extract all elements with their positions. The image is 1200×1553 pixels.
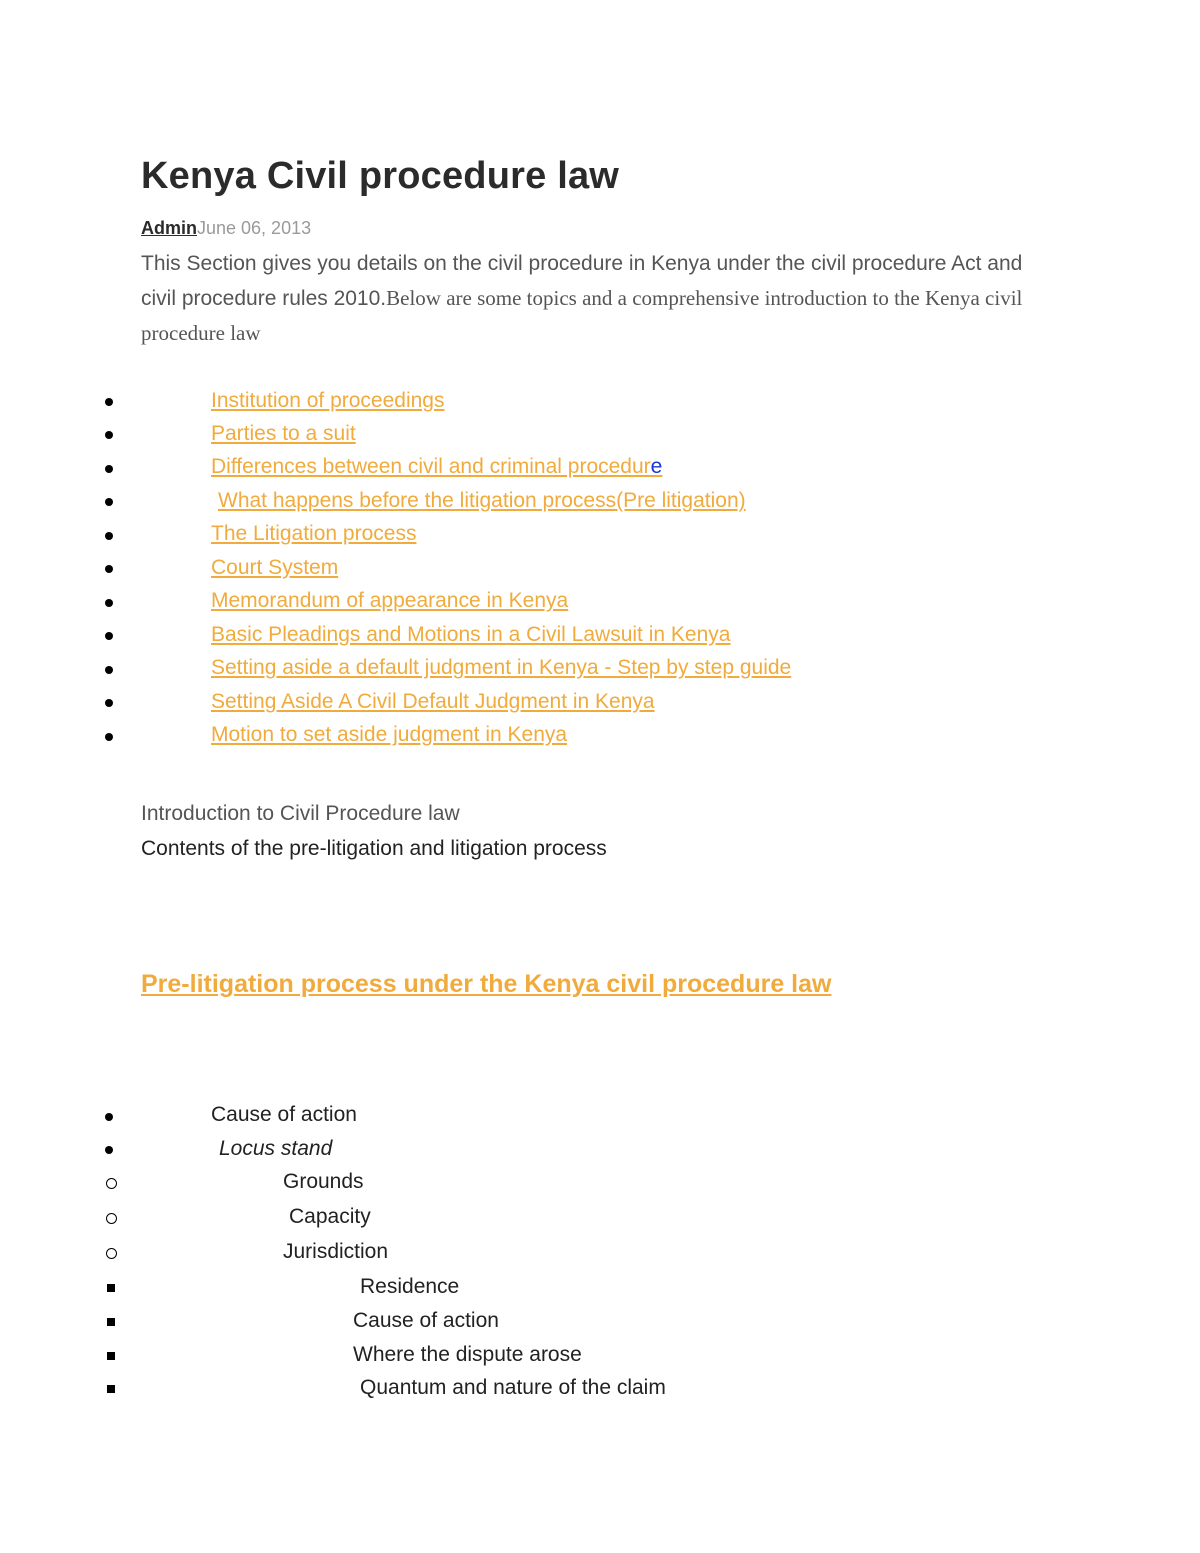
author-link[interactable]: Admin [141, 218, 197, 238]
bullet-disc-icon [105, 632, 113, 640]
toc-link-motion-to-set-aside[interactable]: Motion to set aside judgment in Kenya [211, 723, 568, 746]
post-date: June 06, 2013 [197, 218, 312, 238]
list-item: Quantum and nature of the claim [360, 1376, 666, 1399]
bullet-disc-icon [105, 733, 113, 741]
toc-link-differences-civil-criminal[interactable] [211, 455, 662, 479]
list-item: Cause of action [353, 1309, 499, 1332]
bullet-disc-icon [105, 599, 113, 607]
toc-link-institution-of-proceedings[interactable]: Institution of proceedings [211, 389, 445, 412]
bullet-disc-icon [105, 1113, 113, 1121]
list-item: Jurisdiction [283, 1240, 389, 1263]
list-item: Locus stand [219, 1137, 333, 1160]
toc-link-court-system[interactable]: Court System [211, 556, 339, 579]
toc-link-basic-pleadings[interactable]: Basic Pleadings and Motions in a Civil Lawsuit in Kenya [211, 623, 731, 646]
bullet-disc-icon [105, 532, 113, 540]
list-item: Cause of action [211, 1103, 357, 1126]
bullet-disc-icon [105, 1146, 113, 1154]
list-item: Where the dispute arose [353, 1343, 582, 1366]
intro-paragraph [141, 246, 1061, 351]
bullet-circle-icon [106, 1178, 117, 1189]
list-item: Residence [360, 1275, 460, 1298]
bullet-disc-icon [105, 431, 113, 439]
pre-litigation-heading-link[interactable]: Pre-litigation process under the Kenya civil procedure law [141, 970, 832, 998]
bullet-disc-icon [105, 565, 113, 573]
toc-link-setting-aside-default-guide[interactable]: Setting aside a default judgment in Kenya - Step by step guide [211, 656, 792, 679]
byline [141, 218, 311, 239]
bullet-disc-icon [105, 398, 113, 406]
toc-link-label: Differences between civil and criminal procedur [211, 455, 651, 478]
intro-text-serif: Below are some topics and a comprehensive introduction to the Kenya civil procedure law [141, 286, 1023, 345]
bullet-disc-icon [105, 465, 113, 473]
intro-section-subheading: Contents of the pre-litigation and litigation process [141, 837, 607, 860]
bullet-square-icon [107, 1385, 115, 1393]
list-item: Capacity [289, 1205, 371, 1228]
list-item: Grounds [283, 1170, 364, 1193]
toc-link-litigation-process[interactable]: The Litigation process [211, 522, 417, 545]
toc-link-suffix: e [650, 455, 663, 478]
intro-section-heading: Introduction to Civil Procedure law [141, 802, 460, 825]
bullet-square-icon [107, 1352, 115, 1360]
page-title: Kenya Civil procedure law [141, 155, 620, 197]
bullet-square-icon [107, 1318, 115, 1326]
toc-link-pre-litigation[interactable]: What happens before the litigation process(Pre litigation) [218, 489, 746, 512]
toc-link-setting-aside-civil-default[interactable]: Setting Aside A Civil Default Judgment in Kenya [211, 690, 655, 713]
toc-link-parties-to-a-suit[interactable]: Parties to a suit [211, 422, 356, 445]
bullet-disc-icon [105, 666, 113, 674]
intro-text-sans: This Section gives you details on the civil procedure in Kenya under the civil procedure Act and civil procedure rules 2010. [141, 252, 1023, 310]
toc-link-memorandum-of-appearance[interactable]: Memorandum of appearance in Kenya [211, 589, 569, 612]
bullet-disc-icon [105, 498, 113, 506]
bullet-circle-icon [106, 1213, 117, 1224]
bullet-square-icon [107, 1284, 115, 1292]
bullet-disc-icon [105, 699, 113, 707]
bullet-circle-icon [106, 1248, 117, 1259]
